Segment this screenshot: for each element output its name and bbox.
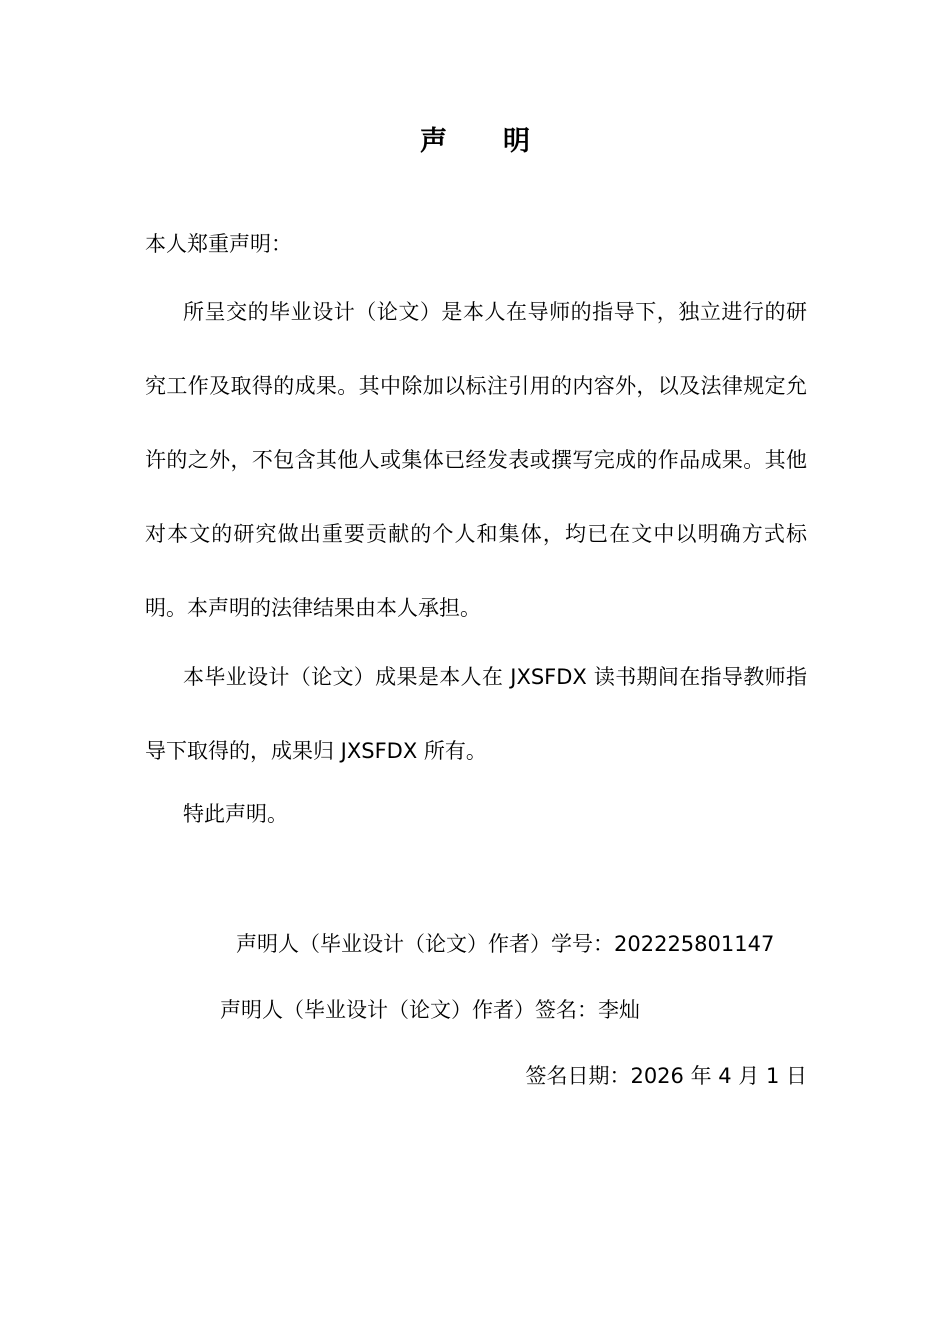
signature-date-value: 2026 年 4 月 1 日: [630, 1064, 807, 1088]
signature-name-label: 声明人（毕业设计（论文）作者）签名：: [220, 998, 598, 1022]
signature-student-id-line: [236, 928, 774, 960]
declaration-paragraph-2: 本毕业设计（论文）成果是本人在 JXSFDX 读书期间在指导教师指导下取得的，成果归 JXSFDX 所有。: [145, 665, 807, 763]
signature-date-line: [525, 1060, 807, 1092]
signature-name-line: [220, 994, 640, 1026]
signature-date-label: 签名日期：: [525, 1064, 631, 1088]
declaration-closing: 特此声明。: [183, 802, 288, 826]
student-id-value: 202225801147: [614, 932, 775, 956]
declaration-paragraph-1: 所呈交的毕业设计（论文）是本人在导师的指导下，独立进行的研究工作及取得的成果。其中除加以标注引用的内容外，以及法律规定允许的之外，不包含其他人或集体已经发表或撰写完成的作品成果。其他对本文的研究做出重要贡献的个人和集体，均已在文中以明确方式标明。本声明的法律结果由本人承担。: [145, 300, 807, 620]
student-id-label: 声明人（毕业设计（论文）作者）学号：: [236, 932, 614, 956]
page-title: 声明: [420, 126, 586, 157]
lead-statement: 本人郑重声明：: [145, 232, 292, 256]
signature-name-value: 李灿: [598, 998, 640, 1022]
